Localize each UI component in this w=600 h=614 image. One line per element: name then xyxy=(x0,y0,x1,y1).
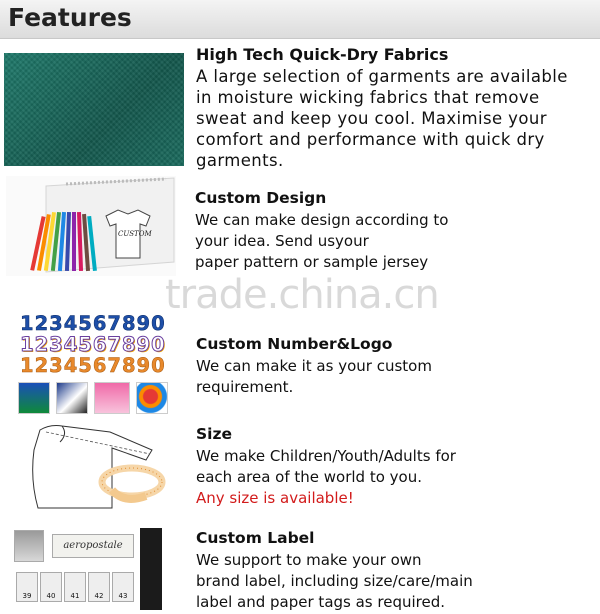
love-patch-icon xyxy=(94,382,130,414)
total-logo-icon xyxy=(136,382,168,414)
size-tag: 39 xyxy=(16,572,38,602)
features-header-bar xyxy=(0,0,600,39)
section-heading: Custom Label xyxy=(196,529,315,547)
section-body: We make Children/Youth/Adults for each area of the world to you. xyxy=(196,447,456,486)
woven-tag-icon xyxy=(14,530,44,562)
section-heading: High Tech Quick-Dry Fabrics xyxy=(196,45,449,64)
size-image xyxy=(20,420,170,515)
size-tag: 43 xyxy=(112,572,134,602)
page-title: Features xyxy=(8,3,132,32)
numbers-logo-image xyxy=(8,312,173,422)
hang-tag-icon xyxy=(140,528,162,610)
club-crest-icon xyxy=(56,382,88,414)
section-heading: Custom Design xyxy=(195,189,327,207)
number-font-row: 1234567890 xyxy=(20,354,166,377)
section-heading: Custom Number&Logo xyxy=(196,335,393,353)
section-heading: Size xyxy=(196,425,233,443)
size-tags-row xyxy=(16,572,134,602)
watermark-text: trade.china.cn xyxy=(165,272,439,318)
section-body: We support to make your own brand label, including size/care/main label and paper tags as required. xyxy=(196,551,473,611)
size-tag: 42 xyxy=(88,572,110,602)
size-tag: 40 xyxy=(40,572,62,602)
design-image xyxy=(6,176,176,276)
number-font-row: 1234567890 xyxy=(20,333,166,356)
section-body: We can make design according to your idea. Send usyour paper pattern or sample jersey xyxy=(195,211,449,271)
brand-label-text: aeropostale xyxy=(63,540,123,551)
fabric-image xyxy=(4,53,184,166)
custom-shirt-text: CUSTOM xyxy=(118,230,152,238)
labels-image xyxy=(12,526,180,612)
team-badge-icon xyxy=(18,382,50,414)
size-tag: 41 xyxy=(64,572,86,602)
brand-label xyxy=(52,534,134,558)
section-body: We can make it as your custom requirement. xyxy=(196,357,432,396)
size-available-note: Any size is available! xyxy=(196,489,354,507)
section-body: A large selection of garments are available in moisture wicking fabrics that remove sweat and keep you cool. Maximise your comfort and performance with quick dry garments. xyxy=(196,67,568,170)
number-font-row: 1234567890 xyxy=(20,312,166,335)
